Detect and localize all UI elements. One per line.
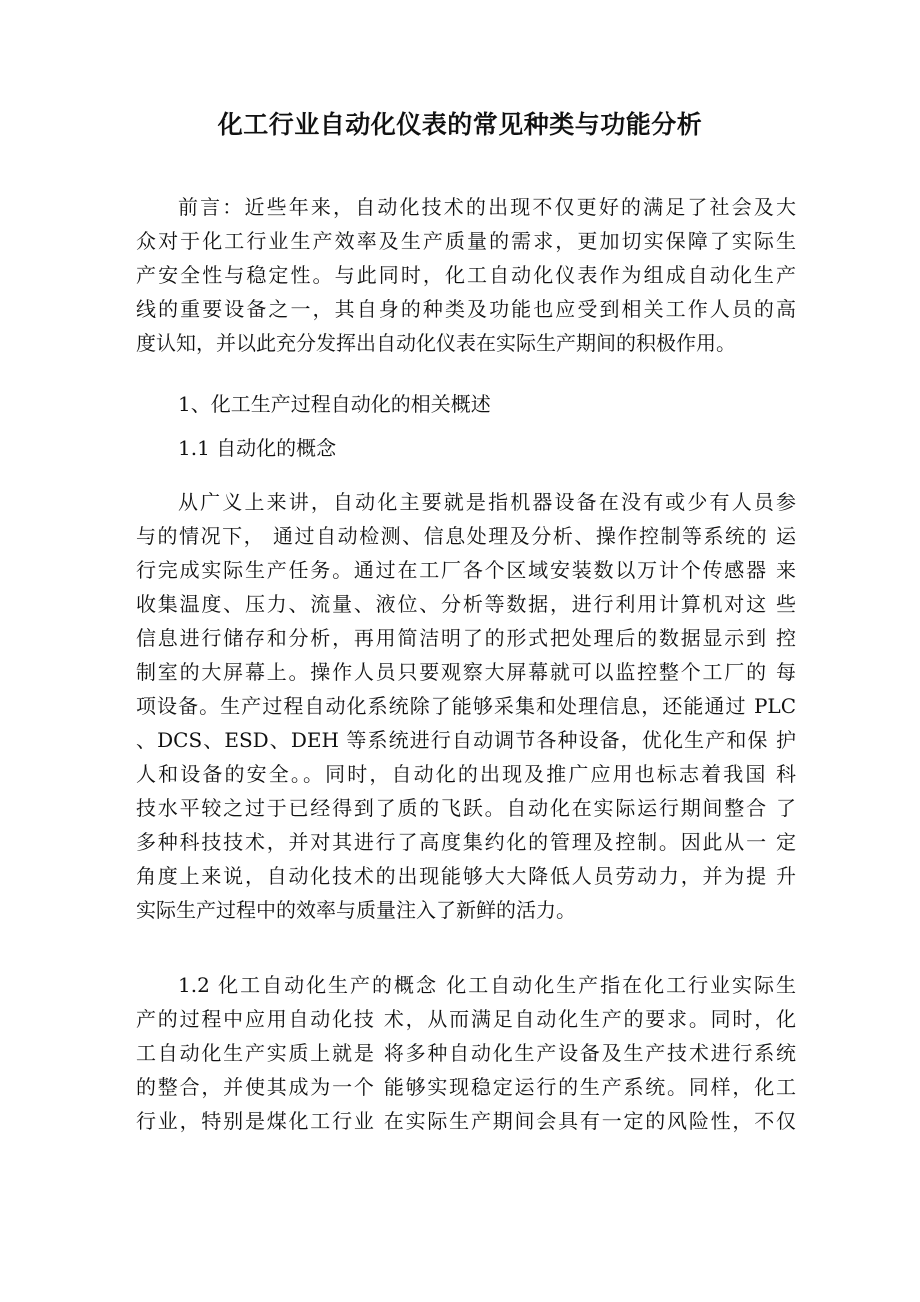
paragraph-line: 从广义上来讲，自动化主要就是指机器设备在没有或少有人员参	[178, 490, 796, 514]
paragraph-line: 角度上来说，自动化技术的出现能够大大降低人员劳动力，并为提 升	[136, 864, 796, 888]
paragraph-line: 与的情况下， 通过自动检测、信息处理及分析、操作控制等系统的 运	[136, 524, 796, 548]
paragraph-line: 、DCS、ESD、DEH 等系统进行自动调节各种设备，优化生产和保 护	[136, 728, 796, 752]
section-1-2-paragraph	[136, 968, 796, 1138]
section-1-1-heading: 1.1 自动化的概念	[178, 436, 337, 460]
section-1-heading: 1、化工生产过程自动化的相关概述	[178, 392, 491, 416]
paragraph-line: 工自动化生产实质上就是 将多种自动化生产设备及生产技术进行系统	[136, 1041, 796, 1065]
paragraph-line: 1.2 化工自动化生产的概念 化工自动化生产指在化工行业实际生	[178, 973, 796, 997]
paragraph-line: 产安全性与稳定性。与此同时，化工自动化仪表作为组成自动化生产	[136, 263, 796, 287]
paragraph-line: 线的重要设备之一，其自身的种类及功能也应受到相关工作人员的高	[136, 297, 796, 321]
paragraph-line: 行完成实际生产任务。通过在工厂各个区域安装数以万计个传感器 来	[136, 558, 796, 582]
paragraph-line: 项设备。生产过程自动化系统除了能够采集和处理信息，还能通过 PLC	[136, 694, 796, 718]
paragraph-line: 信息进行储存和分析，再用简洁明了的形式把处理后的数据显示到 控	[136, 626, 796, 650]
paragraph-line: 技水平较之过于已经得到了质的飞跃。自动化在实际运行期间整合 了	[136, 796, 796, 820]
section-1-1-paragraph	[136, 485, 796, 927]
document-title: 化工行业自动化仪表的常见种类与功能分析	[217, 110, 703, 139]
paragraph-line: 行业，特别是煤化工行业 在实际生产期间会具有一定的风险性，不仅	[136, 1109, 796, 1133]
paragraph-line: 制室的大屏幕上。操作人员只要观察大屏幕就可以监控整个工厂的 每	[136, 660, 796, 684]
preface-paragraph	[136, 190, 796, 360]
paragraph-line: 前言：近些年来，自动化技术的出现不仅更好的满足了社会及大	[178, 195, 796, 219]
paragraph-line: 众对于化工行业生产效率及生产质量的需求，更加切实保障了实际生	[136, 229, 796, 253]
paragraph-line: 实际生产过程中的效率与质量注入了新鲜的活力。	[136, 898, 576, 922]
paragraph-line: 人和设备的安全。。同时，自动化的出现及推广应用也标志着我国 科	[136, 762, 796, 786]
paragraph-line: 多种科技技术，并对其进行了高度集约化的管理及控制。因此从一 定	[136, 830, 796, 854]
paragraph-line: 度认知，并以此充分发挥出自动化仪表在实际生产期间的积极作用。	[136, 331, 736, 355]
paragraph-line: 收集温度、压力、流量、液位、分析等数据，进行利用计算机对这 些	[136, 592, 796, 616]
paragraph-line: 产的过程中应用自动化技 术，从而满足自动化生产的要求。同时，化	[136, 1007, 796, 1031]
paragraph-line: 的整合，并使其成为一个 能够实现稳定运行的生产系统。同样，化工	[136, 1075, 796, 1099]
